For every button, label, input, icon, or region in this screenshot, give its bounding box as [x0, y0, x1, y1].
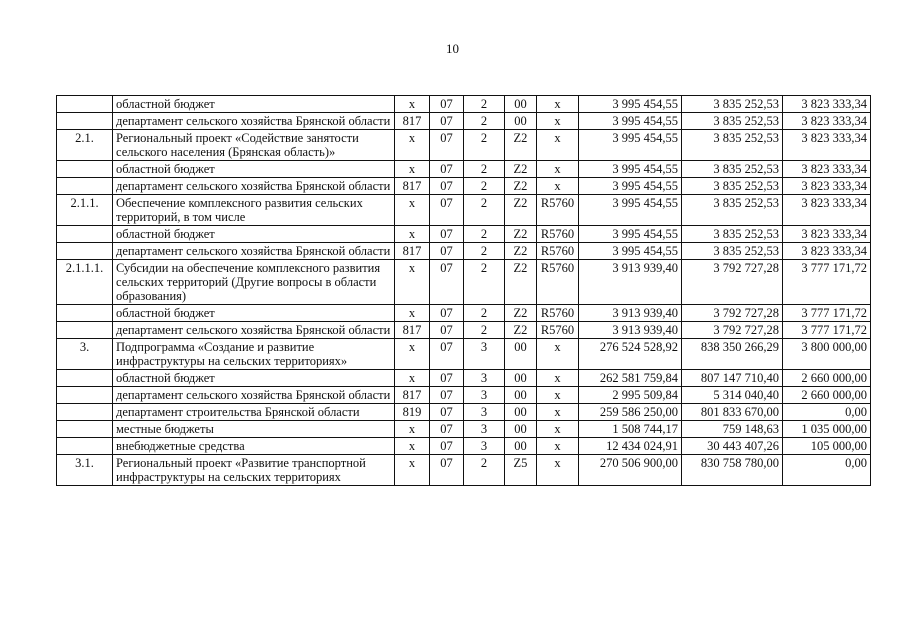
project-code-cell: Z2	[505, 260, 537, 305]
project-code-cell: Z2	[505, 226, 537, 243]
admin-code-cell: х	[395, 339, 430, 370]
admin-code-cell: 817	[395, 178, 430, 195]
subprogram-code-cell: 2	[464, 161, 505, 178]
subprogram-code-cell: 2	[464, 113, 505, 130]
amount-year1-cell: 1 508 744,17	[579, 421, 682, 438]
direction-code-cell: х	[537, 178, 579, 195]
amount-year1-cell: 262 581 759,84	[579, 370, 682, 387]
amount-year2-cell: 3 792 727,28	[682, 322, 783, 339]
row-name-cell: департамент строительства Брянской области	[113, 404, 395, 421]
table-row	[57, 96, 871, 113]
amount-year3-cell: 1 035 000,00	[783, 421, 871, 438]
subprogram-code-cell: 3	[464, 404, 505, 421]
amount-year2-cell: 838 350 266,29	[682, 339, 783, 370]
direction-code-cell: х	[537, 387, 579, 404]
row-name-cell: областной бюджет	[113, 305, 395, 322]
amount-year2-cell: 3 792 727,28	[682, 260, 783, 305]
admin-code-cell: х	[395, 260, 430, 305]
amount-year1-cell: 3 995 454,55	[579, 96, 682, 113]
table-row	[57, 421, 871, 438]
row-name-cell: областной бюджет	[113, 370, 395, 387]
direction-code-cell: х	[537, 339, 579, 370]
section-code-cell: 07	[430, 421, 464, 438]
row-name-cell: областной бюджет	[113, 226, 395, 243]
amount-year1-cell: 276 524 528,92	[579, 339, 682, 370]
section-code-cell: 07	[430, 243, 464, 260]
amount-year3-cell: 3 777 171,72	[783, 322, 871, 339]
table-row	[57, 438, 871, 455]
subprogram-code-cell: 2	[464, 243, 505, 260]
row-name-cell: областной бюджет	[113, 96, 395, 113]
direction-code-cell: х	[537, 370, 579, 387]
project-code-cell: Z2	[505, 243, 537, 260]
subprogram-code-cell: 2	[464, 96, 505, 113]
row-number-cell	[57, 404, 113, 421]
subprogram-code-cell: 2	[464, 322, 505, 339]
amount-year3-cell: 3 823 333,34	[783, 161, 871, 178]
table-row	[57, 226, 871, 243]
admin-code-cell: 817	[395, 243, 430, 260]
subprogram-code-cell: 2	[464, 195, 505, 226]
subprogram-code-cell: 2	[464, 226, 505, 243]
row-number-cell	[57, 226, 113, 243]
row-number-cell	[57, 161, 113, 178]
amount-year1-cell: 3 995 454,55	[579, 195, 682, 226]
row-number-cell	[57, 370, 113, 387]
amount-year1-cell: 259 586 250,00	[579, 404, 682, 421]
admin-code-cell: х	[395, 305, 430, 322]
direction-code-cell: R5760	[537, 195, 579, 226]
amount-year1-cell: 270 506 900,00	[579, 455, 682, 486]
section-code-cell: 07	[430, 339, 464, 370]
project-code-cell: 00	[505, 404, 537, 421]
project-code-cell: 00	[505, 387, 537, 404]
amount-year1-cell: 3 995 454,55	[579, 161, 682, 178]
admin-code-cell: 817	[395, 387, 430, 404]
direction-code-cell: х	[537, 113, 579, 130]
subprogram-code-cell: 3	[464, 339, 505, 370]
amount-year2-cell: 830 758 780,00	[682, 455, 783, 486]
amount-year1-cell: 2 995 509,84	[579, 387, 682, 404]
row-name-cell: Субсидии на обеспечение комплексного развития сельских территорий (Другие вопросы в области образования)	[113, 260, 395, 305]
project-code-cell: 00	[505, 113, 537, 130]
amount-year3-cell: 3 800 000,00	[783, 339, 871, 370]
section-code-cell: 07	[430, 130, 464, 161]
table-row	[57, 161, 871, 178]
amount-year2-cell: 3 835 252,53	[682, 161, 783, 178]
direction-code-cell: R5760	[537, 226, 579, 243]
table-row	[57, 387, 871, 404]
amount-year1-cell: 12 434 024,91	[579, 438, 682, 455]
direction-code-cell: х	[537, 421, 579, 438]
amount-year2-cell: 3 835 252,53	[682, 113, 783, 130]
amount-year3-cell: 3 777 171,72	[783, 305, 871, 322]
project-code-cell: Z2	[505, 322, 537, 339]
section-code-cell: 07	[430, 161, 464, 178]
row-number-cell: 2.1.1.	[57, 195, 113, 226]
row-number-cell	[57, 178, 113, 195]
amount-year2-cell: 3 835 252,53	[682, 243, 783, 260]
table-row	[57, 305, 871, 322]
amount-year3-cell: 2 660 000,00	[783, 387, 871, 404]
row-number-cell	[57, 438, 113, 455]
row-number-cell	[57, 243, 113, 260]
row-name-cell: департамент сельского хозяйства Брянской области	[113, 322, 395, 339]
direction-code-cell: х	[537, 96, 579, 113]
row-number-cell: 3.1.	[57, 455, 113, 486]
amount-year2-cell: 759 148,63	[682, 421, 783, 438]
table-row	[57, 195, 871, 226]
subprogram-code-cell: 3	[464, 387, 505, 404]
project-code-cell: Z2	[505, 305, 537, 322]
row-name-cell: Региональный проект «Содействие занятости сельского населения (Брянская область)»	[113, 130, 395, 161]
amount-year1-cell: 3 913 939,40	[579, 260, 682, 305]
amount-year1-cell: 3 995 454,55	[579, 226, 682, 243]
admin-code-cell: 817	[395, 322, 430, 339]
amount-year3-cell: 3 777 171,72	[783, 260, 871, 305]
row-number-cell	[57, 387, 113, 404]
table-row	[57, 243, 871, 260]
section-code-cell: 07	[430, 455, 464, 486]
section-code-cell: 07	[430, 260, 464, 305]
amount-year3-cell: 3 823 333,34	[783, 226, 871, 243]
amount-year1-cell: 3 995 454,55	[579, 243, 682, 260]
row-number-cell: 3.	[57, 339, 113, 370]
amount-year2-cell: 3 835 252,53	[682, 96, 783, 113]
amount-year3-cell: 105 000,00	[783, 438, 871, 455]
amount-year1-cell: 3 913 939,40	[579, 305, 682, 322]
amount-year2-cell: 30 443 407,26	[682, 438, 783, 455]
section-code-cell: 07	[430, 195, 464, 226]
amount-year1-cell: 3 995 454,55	[579, 113, 682, 130]
section-code-cell: 07	[430, 96, 464, 113]
table-row	[57, 178, 871, 195]
direction-code-cell: х	[537, 438, 579, 455]
amount-year2-cell: 801 833 670,00	[682, 404, 783, 421]
amount-year3-cell: 2 660 000,00	[783, 370, 871, 387]
section-code-cell: 07	[430, 178, 464, 195]
section-code-cell: 07	[430, 404, 464, 421]
table-row	[57, 404, 871, 421]
section-code-cell: 07	[430, 387, 464, 404]
project-code-cell: 00	[505, 96, 537, 113]
subprogram-code-cell: 3	[464, 370, 505, 387]
subprogram-code-cell: 2	[464, 305, 505, 322]
amount-year1-cell: 3 913 939,40	[579, 322, 682, 339]
direction-code-cell: R5760	[537, 322, 579, 339]
row-name-cell: Подпрограмма «Создание и развитие инфраструктуры на сельских территориях»	[113, 339, 395, 370]
project-code-cell: Z2	[505, 178, 537, 195]
row-number-cell: 2.1.	[57, 130, 113, 161]
direction-code-cell: х	[537, 404, 579, 421]
section-code-cell: 07	[430, 226, 464, 243]
project-code-cell: Z5	[505, 455, 537, 486]
subprogram-code-cell: 2	[464, 178, 505, 195]
section-code-cell: 07	[430, 370, 464, 387]
admin-code-cell: 817	[395, 113, 430, 130]
project-code-cell: Z2	[505, 130, 537, 161]
amount-year3-cell: 3 823 333,34	[783, 195, 871, 226]
direction-code-cell: х	[537, 455, 579, 486]
admin-code-cell: 819	[395, 404, 430, 421]
amount-year2-cell: 3 792 727,28	[682, 305, 783, 322]
admin-code-cell: х	[395, 130, 430, 161]
direction-code-cell: R5760	[537, 305, 579, 322]
project-code-cell: Z2	[505, 195, 537, 226]
table-row	[57, 113, 871, 130]
admin-code-cell: х	[395, 226, 430, 243]
section-code-cell: 07	[430, 113, 464, 130]
amount-year2-cell: 3 835 252,53	[682, 178, 783, 195]
direction-code-cell: R5760	[537, 243, 579, 260]
amount-year2-cell: 3 835 252,53	[682, 195, 783, 226]
amount-year3-cell: 3 823 333,34	[783, 113, 871, 130]
subprogram-code-cell: 2	[464, 130, 505, 161]
row-number-cell	[57, 113, 113, 130]
budget-table	[56, 95, 871, 486]
amount-year2-cell: 5 314 040,40	[682, 387, 783, 404]
direction-code-cell: х	[537, 130, 579, 161]
admin-code-cell: х	[395, 438, 430, 455]
page-number: 10	[446, 41, 459, 56]
row-name-cell: департамент сельского хозяйства Брянской области	[113, 178, 395, 195]
subprogram-code-cell: 2	[464, 455, 505, 486]
direction-code-cell: R5760	[537, 260, 579, 305]
row-name-cell: местные бюджеты	[113, 421, 395, 438]
amount-year3-cell: 3 823 333,34	[783, 96, 871, 113]
row-number-cell	[57, 322, 113, 339]
amount-year3-cell: 3 823 333,34	[783, 243, 871, 260]
table-row	[57, 339, 871, 370]
amount-year3-cell: 0,00	[783, 455, 871, 486]
section-code-cell: 07	[430, 322, 464, 339]
admin-code-cell: х	[395, 370, 430, 387]
row-name-cell: внебюджетные средства	[113, 438, 395, 455]
table-row	[57, 260, 871, 305]
admin-code-cell: х	[395, 195, 430, 226]
row-name-cell: Обеспечение комплексного развития сельских территорий, в том числе	[113, 195, 395, 226]
row-name-cell: областной бюджет	[113, 161, 395, 178]
row-number-cell: 2.1.1.1.	[57, 260, 113, 305]
row-number-cell	[57, 305, 113, 322]
admin-code-cell: х	[395, 421, 430, 438]
project-code-cell: 00	[505, 421, 537, 438]
row-name-cell: департамент сельского хозяйства Брянской области	[113, 387, 395, 404]
row-name-cell: департамент сельского хозяйства Брянской области	[113, 113, 395, 130]
amount-year3-cell: 3 823 333,34	[783, 130, 871, 161]
amount-year2-cell: 807 147 710,40	[682, 370, 783, 387]
amount-year2-cell: 3 835 252,53	[682, 130, 783, 161]
amount-year1-cell: 3 995 454,55	[579, 178, 682, 195]
amount-year3-cell: 3 823 333,34	[783, 178, 871, 195]
amount-year3-cell: 0,00	[783, 404, 871, 421]
project-code-cell: 00	[505, 370, 537, 387]
table-row	[57, 455, 871, 486]
admin-code-cell: х	[395, 96, 430, 113]
table-row	[57, 322, 871, 339]
admin-code-cell: х	[395, 161, 430, 178]
section-code-cell: 07	[430, 305, 464, 322]
subprogram-code-cell: 3	[464, 421, 505, 438]
row-name-cell: департамент сельского хозяйства Брянской области	[113, 243, 395, 260]
row-number-cell	[57, 421, 113, 438]
project-code-cell: 00	[505, 339, 537, 370]
table-row	[57, 370, 871, 387]
subprogram-code-cell: 2	[464, 260, 505, 305]
row-number-cell	[57, 96, 113, 113]
subprogram-code-cell: 3	[464, 438, 505, 455]
amount-year2-cell: 3 835 252,53	[682, 226, 783, 243]
table-row	[57, 130, 871, 161]
admin-code-cell: х	[395, 455, 430, 486]
row-name-cell: Региональный проект «Развитие транспортной инфраструктуры на сельских территориях	[113, 455, 395, 486]
amount-year1-cell: 3 995 454,55	[579, 130, 682, 161]
project-code-cell: Z2	[505, 161, 537, 178]
project-code-cell: 00	[505, 438, 537, 455]
section-code-cell: 07	[430, 438, 464, 455]
direction-code-cell: х	[537, 161, 579, 178]
